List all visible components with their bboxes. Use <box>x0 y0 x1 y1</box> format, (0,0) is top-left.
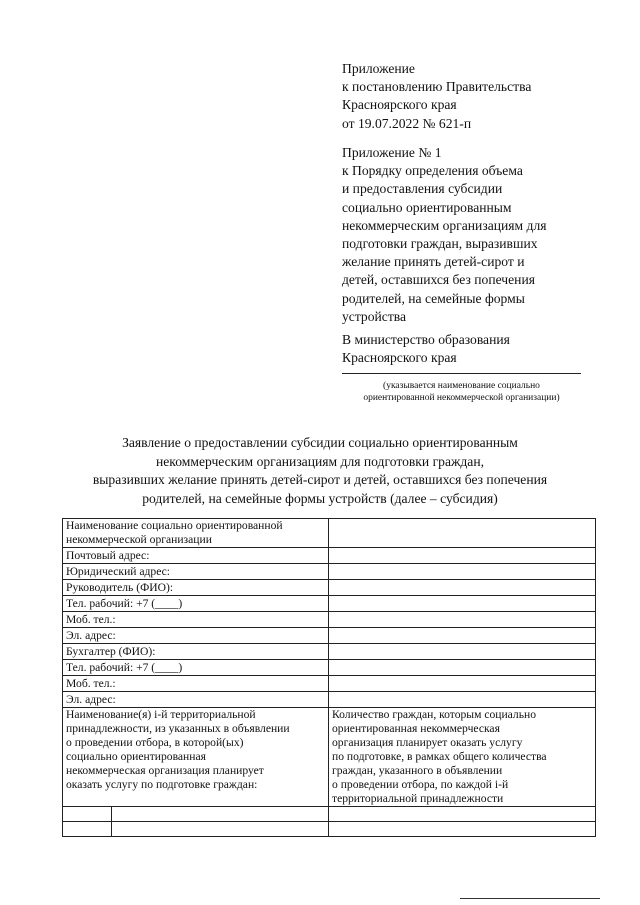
table-row <box>63 676 596 692</box>
director-work-phone-label: Тел. рабочий: +7 (____) <box>63 596 329 612</box>
table-row <box>63 660 596 676</box>
accountant-work-phone-label: Тел. рабочий: +7 (____) <box>63 660 329 676</box>
citizen-count-cell[interactable] <box>329 822 596 837</box>
count-header-line: Количество граждан, которым социально <box>332 708 537 721</box>
document-title-line: некоммерческим организациям для подготовки граждан, <box>155 453 484 469</box>
accountant-email-value-cell[interactable] <box>329 692 596 708</box>
appendix-header-line: от 19.07.2022 № 621-п <box>342 115 472 131</box>
director-mobile-value-cell[interactable] <box>329 612 596 628</box>
appendix1-header-line: желание принять детей-сирот и <box>342 254 525 270</box>
director-name-label: Руководитель (ФИО): <box>63 580 329 596</box>
org-name-label-cell <box>63 519 329 548</box>
document-title-line: родителей, на семейные формы устройств (далее – субсидия) <box>142 490 498 506</box>
table-row <box>63 519 596 548</box>
count-header-line: граждан, указанного в объявлении <box>332 764 503 777</box>
accountant-name-value-cell[interactable] <box>329 644 596 660</box>
document-title-line: выразивших желание принять детей-сирот и детей, оставшихся без попечения <box>92 472 548 487</box>
director-email-label: Эл. адрес: <box>63 628 329 644</box>
appendix1-header-line: Приложение № 1 <box>342 145 442 160</box>
addressee-line: В министерство образования <box>342 332 510 347</box>
appendix1-header-line: детей, оставшихся без попечения <box>342 272 535 288</box>
territory-header-line: некоммерческая организация планирует <box>66 764 264 777</box>
citizen-count-cell[interactable] <box>329 807 596 822</box>
table-row <box>63 822 596 837</box>
director-mobile-label: Моб. тел.: <box>63 612 329 628</box>
accountant-mobile-value-cell[interactable] <box>329 676 596 692</box>
document-title-line: Заявление о предоставлении субсидии социально ориентированным <box>122 435 518 450</box>
appendix1-header <box>342 144 547 326</box>
director-name-value-cell[interactable] <box>329 580 596 596</box>
territory-number-cell[interactable] <box>63 807 112 822</box>
addressee <box>342 331 510 367</box>
territory-name-cell[interactable] <box>112 822 329 837</box>
table-row <box>63 596 596 612</box>
count-header-cell <box>329 708 596 807</box>
count-header-line: организация планирует оказать услугу <box>332 736 523 749</box>
accountant-mobile-label: Моб. тел.: <box>63 676 329 692</box>
table-row <box>63 564 596 580</box>
table-row <box>63 644 596 660</box>
appendix-header-line: к постановлению Правительства <box>342 79 532 95</box>
legal-address-label: Юридический адрес: <box>63 564 329 580</box>
appendix-header <box>342 60 531 133</box>
appendix1-header-line: социально ориентированным <box>342 199 512 215</box>
table-row <box>63 628 596 644</box>
accountant-work-phone-value-cell[interactable] <box>329 660 596 676</box>
postal-address-label: Почтовый адрес: <box>63 548 329 564</box>
signature-note-line: ориентированной некоммерческой организации) <box>363 393 560 403</box>
table-row <box>63 580 596 596</box>
application-form-table <box>62 518 596 837</box>
territory-header-cell <box>63 708 329 807</box>
count-header-line: территориальной принадлежности <box>332 792 504 805</box>
addressee-line: Красноярского края <box>342 350 457 366</box>
table-row <box>63 708 596 807</box>
signature-note <box>342 380 581 404</box>
appendix1-header-line: подготовки граждан, выразивших <box>342 236 538 252</box>
appendix-header-line: Красноярского края <box>342 97 457 113</box>
appendix1-header-line: родителей, на семейные формы <box>342 290 525 306</box>
territory-header-line: принадлежности, из указанных в объявлении <box>66 722 290 735</box>
table-row <box>63 612 596 628</box>
appendix1-header-line: некоммерческим организациям для <box>342 217 547 233</box>
org-name-label-line: Наименование социально ориентированной <box>66 519 283 532</box>
accountant-email-label: Эл. адрес: <box>63 692 329 708</box>
page-footer-line <box>460 898 600 899</box>
director-work-phone-value-cell[interactable] <box>329 596 596 612</box>
document-title <box>40 434 600 508</box>
territory-name-cell[interactable] <box>112 807 329 822</box>
legal-address-value-cell[interactable] <box>329 564 596 580</box>
count-header-line: о проведении отбора, по каждой i-й <box>332 778 509 791</box>
territory-number-cell[interactable] <box>63 822 112 837</box>
count-header-line: ориентированная некоммерческая <box>332 722 500 735</box>
signature-note-line: (указывается наименование социально <box>383 381 540 391</box>
appendix-header-line: Приложение <box>342 61 415 76</box>
appendix1-header-line: к Порядку определения объема <box>342 163 523 179</box>
org-name-value-cell[interactable] <box>329 519 596 548</box>
org-name-signature-line <box>342 373 581 374</box>
appendix1-header-line: и предоставления субсидии <box>342 181 503 197</box>
postal-address-value-cell[interactable] <box>329 548 596 564</box>
org-name-label-line: некоммерческой организации <box>66 533 212 546</box>
territory-header-line: Наименование(я) i-й территориальной <box>66 708 256 721</box>
territory-header-line: о проведении отбора, в которой(ых) <box>66 736 244 749</box>
table-row <box>63 692 596 708</box>
count-header-line: по подготовке, в рамках общего количества <box>332 750 547 763</box>
table-row <box>63 807 596 822</box>
table-row <box>63 548 596 564</box>
territory-header-line: оказать услугу по подготовке граждан: <box>66 778 258 791</box>
appendix1-header-line: устройства <box>342 308 407 324</box>
director-email-value-cell[interactable] <box>329 628 596 644</box>
accountant-name-label: Бухгалтер (ФИО): <box>63 644 329 660</box>
territory-header-line: социально ориентированная <box>66 750 206 763</box>
